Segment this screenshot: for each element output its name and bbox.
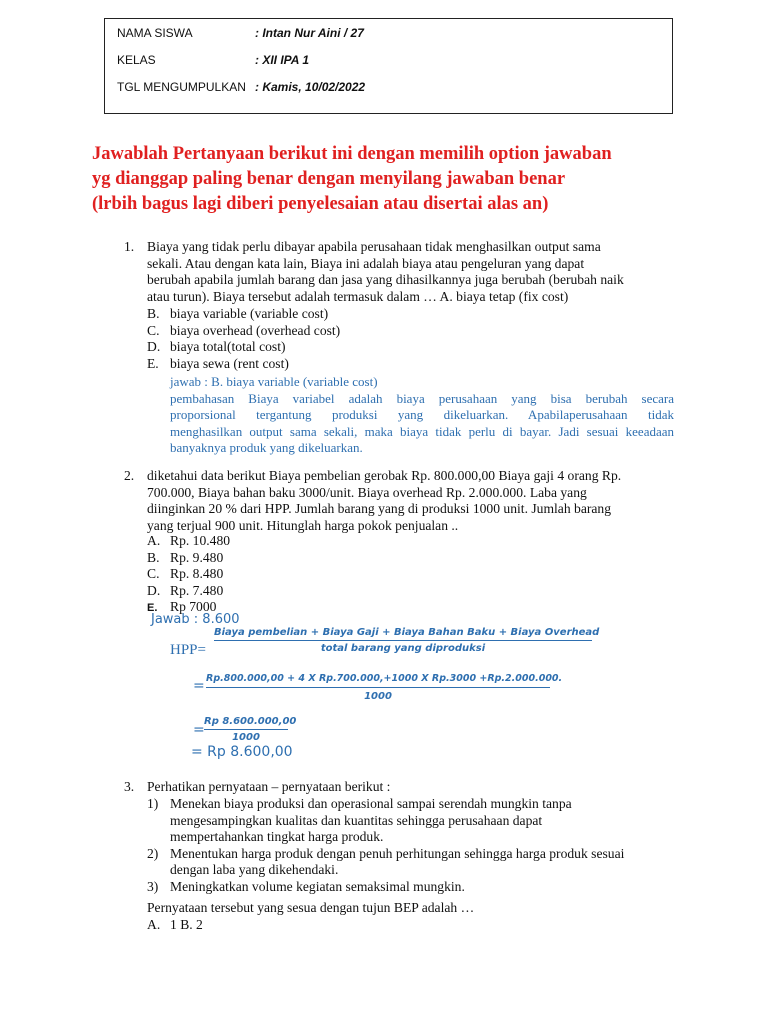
q3-question: Pernyataan tersebut yang sesua dengan tujun BEP adalah … [147, 900, 475, 915]
q1-option: D. biaya total(total cost) [147, 339, 286, 354]
q3-statements [147, 796, 687, 895]
instruction-line: Jawablah Pertanyaan berikut ini dengan memilih option jawaban [92, 144, 612, 164]
fraction-1-numerator: Biaya pembelian + Biaya Gaji + Biaya Bahan Baku + Biaya Overhead [214, 627, 600, 638]
instruction-title [92, 142, 692, 217]
q2-answer: Jawab : 8.600 [151, 612, 240, 627]
q2-option: E. Rp 7000 [147, 599, 217, 614]
student-info-box [104, 18, 673, 114]
kelas-label: KELAS [117, 53, 156, 67]
q2-option: D. Rp. 7.480 [147, 582, 224, 598]
fraction-3-numerator: Rp 8.600.000,00 [204, 716, 297, 727]
q1-options [147, 306, 340, 372]
kelas-value: : XII IPA 1 [255, 53, 310, 67]
fraction-2-numerator: Rp.800.000,00 + 4 X Rp.700.000,+1000 X Rp.3000 +Rp.2.000.000. [206, 673, 563, 684]
q3-option-a: A. 1 B. 2 [147, 917, 203, 932]
q1-option: E. biaya sewa (rent cost) [147, 355, 289, 371]
q3-statement: 2) Menentukan harga produk dengan penuh perhitungan sehingga harga produk sesuai dengan laba yang dikehendaki. [147, 845, 625, 877]
nama-value: : Intan Nur Aini / 27 [255, 26, 364, 40]
q1-line: atau turun). Biaya tersebut adalah termasuk dalam … A. biaya tetap (fix cost) [147, 288, 569, 304]
q3-statement: 1) Menekan biaya produksi dan operasional sampai serendah mungkin tanpa mengesampingkan kualitas dan kuantitas sehingga perusahaan dapat mempertahankan tingkat harga produk. [147, 796, 572, 844]
q3-intro: Perhatikan pernyataan – pernyataan berikut : [147, 779, 391, 794]
fraction-3 [204, 716, 297, 743]
q1-explanation-line: pembahasan Biaya variabel adalah biaya perusahaan yang bisa berubah secara [170, 390, 674, 406]
instruction-line: (lrbih bagus lagi diberi penyelesaian atau disertai alas an) [92, 194, 549, 214]
q1-explanation-line: menghasilkan output sama sekali, maka biaya tidak perlu di bayar. Jadi sesuai keeadaan [170, 423, 674, 439]
q2-line: diinginkan 20 % dari HPP. Jumlah barang yang di produksi 1000 unit. Jumlah barang [147, 501, 612, 516]
fraction-1-denominator: total barang yang diproduksi [320, 643, 486, 654]
q2-options [147, 533, 230, 617]
q2-option: C. Rp. 8.480 [147, 566, 224, 581]
q1-line: sekali. Atau dengan kata lain, Biaya ini adalah biaya atau pengeluran yang dapat [147, 255, 585, 271]
tgl-value: : Kamis, 10/02/2022 [255, 80, 366, 94]
q1-line: berubah apabila jumlah barang dan jasa yang dihasilkannya juga berubah (berubah naik [147, 272, 624, 287]
q1-number: 1. [124, 239, 135, 254]
tgl-label: TGL MENGUMPULKAN [117, 80, 246, 94]
nama-label: NAMA SISWA [117, 26, 193, 40]
q1-text [147, 239, 687, 305]
q2-option: A. Rp. 10.480 [147, 533, 231, 548]
hpp-result: = Rp 8.600,00 [191, 744, 293, 760]
q3-statement: 3) Meningkatkan volume kegiatan semaksimal mungkin. [147, 878, 465, 894]
q1-answer: jawab : B. biaya variable (variable cost) [170, 374, 378, 389]
q1-answer-block [170, 374, 674, 457]
q1-line: Biaya yang tidak perlu dibayar apabila perusahaan tidak menghasilkan output sama [147, 239, 601, 254]
q3-number: 3. [124, 779, 135, 794]
fraction-2-denominator: 1000 [364, 691, 392, 702]
q2-option: B. Rp. 9.480 [147, 549, 224, 565]
equals-sign: = [193, 722, 205, 738]
fraction-1 [214, 627, 600, 654]
fraction-2-bar [206, 687, 550, 688]
q1-explanation-line: banyaknya produk yang dikeluarkan. [170, 440, 363, 455]
instruction-line: yg dianggap paling benar dengan menyilang jawaban benar [92, 169, 566, 189]
q1-explanation-line: proporsional tergantung produksi yang dikeluarkan. Apabilaperusahaan tidak [170, 407, 674, 422]
fraction-3-bar [204, 729, 288, 730]
q1-option: B. biaya variable (variable cost) [147, 306, 329, 321]
fraction-3-denominator: 1000 [232, 732, 260, 743]
hpp-label: HPP= [170, 642, 206, 658]
fraction-2 [206, 673, 563, 702]
q1-option: C. biaya overhead (overhead cost) [147, 322, 341, 338]
q2-number: 2. [124, 468, 135, 483]
q2-line: diketahui data berikut Biaya pembelian gerobak Rp. 800.000,00 Biaya gaji 4 orang Rp. [147, 468, 622, 483]
q2-line: 700.000, Biaya bahan baku 3000/unit. Biaya overhead Rp. 2.000.000. Laba yang [147, 484, 587, 500]
fraction-1-bar [214, 640, 592, 641]
q2-text [147, 468, 687, 534]
equals-sign: = [193, 678, 205, 694]
q2-line: yang terjual 900 unit. Hitunglah harga pokok penjualan .. [147, 517, 459, 533]
